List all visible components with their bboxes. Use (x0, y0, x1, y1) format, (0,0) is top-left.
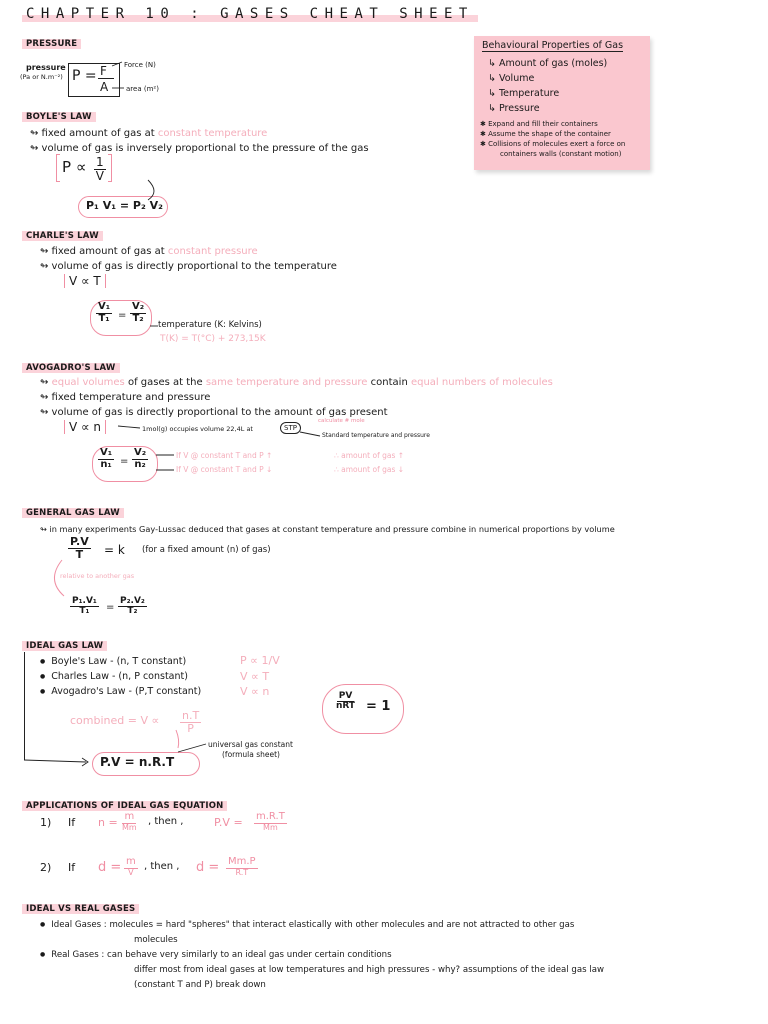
ideal-combined: combined = V ∝ (70, 714, 160, 727)
general-line-1: ↬ in many experiments Gay-Lussac deduced that gases at constant temperature and pressure combine in numerical proportions by volume (40, 524, 615, 534)
charles-temp-note: temperature (K: Kelvins) (158, 320, 262, 330)
charles-fraction-right: $\frac{\text{V₂}}{\text{T₂}}$ (132, 301, 145, 324)
ideal-equation: P.V = n.R.T (100, 755, 175, 769)
ideal-gases-cont: molecules (134, 935, 178, 945)
boyle-heading: BOYLE'S LAW (22, 111, 96, 122)
avogadro-case-2: If V @ constant T and P ↓ (176, 465, 273, 474)
ideal-item-boyle: ● Boyle's Law - (n, T constant) (40, 656, 186, 667)
avogadro-line-1: ↬ equal volumes of gases at the same temperature and pressure contain equal numbers of molecules (40, 377, 553, 388)
note-bullet-cont: containers walls (constant motion) (500, 150, 622, 158)
app2-d-rhs: d = (196, 860, 220, 875)
app2-d-rhs-fraction: $\frac{Mm.P}{R.T}$ (228, 856, 256, 877)
ideal-combined-fraction: $\frac{n.T}{P}$ (182, 709, 200, 735)
ideal-vs-real-heading: IDEAL VS REAL GASES (22, 903, 139, 914)
stp-badge: STP (280, 422, 301, 434)
stp-note: Standard temperature and pressure (322, 432, 430, 439)
ideal-heading: IDEAL GAS LAW (22, 640, 107, 651)
charles-heading: CHARLE'S LAW (22, 230, 103, 241)
app2-number: 2) (40, 861, 52, 874)
app2-then: , then , (144, 861, 180, 872)
charles-equals: = (118, 310, 127, 321)
general-equals: = (106, 602, 115, 613)
pv-nrt-fraction: $\frac{PV}{\text{nRT}}$ (336, 691, 356, 712)
ideal-item-charles: ● Charles Law - (n, P constant) (40, 671, 188, 682)
avogadro-result-1: ∴ amount of gas ↑ (334, 451, 405, 460)
ideal-relation-2: V ∝ T (240, 670, 270, 683)
real-gases-line-3: (constant T and P) break down (134, 980, 266, 990)
charles-fraction-left: $\frac{\text{V₁}}{\text{T₁}}$ (98, 301, 111, 324)
note-heading: Behavioural Properties of Gas (482, 40, 624, 51)
ideal-relation-3: V ∝ n (240, 685, 270, 698)
general-heading: GENERAL GAS LAW (22, 507, 124, 518)
ideal-gases-line: ● Ideal Gases : molecules = hard "spheres" that interact elastically with other molecules and are not attracted to other gas (40, 920, 574, 930)
note-bullet: ✱ Expand and fill their containers (480, 120, 598, 128)
app2-d-fraction: $\frac{m}{V}$ (126, 856, 136, 877)
mole-arrow (118, 426, 140, 428)
avogadro-proportion: V ∝ n (64, 420, 106, 434)
force-label: Force (N) (124, 61, 156, 69)
charles-proportion: V ∝ T (64, 274, 106, 288)
ideal-relation-1: P ∝ 1/V (240, 654, 280, 667)
general-fraction: $\frac{P.V}{T}$ (70, 535, 89, 561)
note-item: ↳ Pressure (488, 103, 540, 114)
real-gases-line-2: differ most from ideal gases at low temperatures and high pressures - why? assumptions of the ideal gas law (134, 965, 604, 975)
general-fraction-left: $\frac{\text{P₁.V₁}}{\text{T₁}}$ (72, 596, 97, 617)
ideal-item-avogadro: ● Avogadro's Law - (P,T constant) (40, 686, 201, 697)
note-bullet: ✱ Assume the shape of the container (480, 130, 611, 138)
boyle-proportion: P ∝ (62, 158, 87, 176)
boyle-arrow (148, 180, 154, 200)
avogadro-fraction-left: $\frac{\text{V₁}}{\text{n₁}}$ (100, 447, 113, 470)
pv-nrt-one: = 1 (366, 699, 391, 714)
pressure-numerator: F (100, 64, 107, 78)
avogadro-case-1: If V @ constant T and P ↑ (176, 451, 273, 460)
page-title: CHAPTER 10 : GASES CHEAT SHEET (22, 6, 478, 22)
general-note: (for a fixed amount (n) of gas) (142, 545, 271, 555)
charles-line-1: ↬ fixed amount of gas at constant pressure (40, 246, 258, 257)
ugc-label: universal gas constant (208, 740, 293, 749)
relative-note: relative to another gas (60, 572, 135, 580)
real-gases-line: ● Real Gases : can behave very similarly to an ideal gas under certain conditions (40, 950, 392, 960)
pressure-p: P = (72, 68, 97, 84)
boyle-line-1: ↬ fixed amount of gas at constant temperature (30, 128, 268, 139)
boyle-equation: P₁ V₁ = P₂ V₂ (86, 199, 163, 212)
area-label: area (m²) (126, 85, 159, 93)
app1-number: 1) (40, 816, 52, 829)
app2-if: If (68, 861, 76, 874)
case-arrows (156, 455, 174, 470)
charles-line-2: ↬ volume of gas is directly proportional to the temperature (40, 261, 337, 272)
ugc-arrow (178, 744, 206, 752)
app1-n-lhs: n = (98, 816, 118, 829)
note-item: ↳ Amount of gas (moles) (488, 58, 608, 69)
force-arrow (112, 62, 122, 66)
note-bullet: ✱ Collisions of molecules exert a force on (480, 140, 626, 148)
avogadro-line-2: ↬ fixed temperature and pressure (40, 392, 211, 403)
general-k: = k (104, 543, 125, 557)
app2-d-lhs: d = (98, 860, 122, 875)
pressure-units: (Pa or N.m⁻²) (20, 73, 63, 81)
boyle-fraction: $\frac{1}{V}$ (95, 155, 104, 183)
app1-if: If (68, 816, 76, 829)
avogadro-line-3: ↬ volume of gas is directly proportional to the amount of gas present (40, 407, 388, 418)
avogadro-equals: = (120, 456, 129, 467)
combined-arrow (176, 730, 179, 748)
app1-then: , then , (148, 816, 184, 827)
avogadro-fraction-right: $\frac{\text{V₂}}{\text{n₂}}$ (134, 447, 147, 470)
relative-arrow (54, 560, 64, 596)
pressure-heading: PRESSURE (22, 38, 81, 49)
calc-note: calculate # mole (318, 418, 365, 424)
avogadro-heading: AVOGADRO'S LAW (22, 362, 120, 373)
pressure-label: pressure (26, 63, 66, 72)
app1-pv-fraction: $\frac{m.R.T}{Mm}$ (256, 811, 285, 832)
general-fraction-right: $\frac{\text{P₂.V₂}}{\text{T₂}}$ (120, 596, 145, 617)
avogadro-result-2: ∴ amount of gas ↓ (334, 465, 405, 474)
ugc-note: (formula sheet) (222, 750, 280, 759)
applications-heading: APPLICATIONS OF IDEAL GAS EQUATION (22, 800, 227, 811)
app1-n-fraction: $\frac{m}{Mm}$ (122, 811, 137, 832)
note-item: ↳ Temperature (488, 88, 560, 99)
mole-volume-note: 1mol(g) occupies volume 22,4L at (142, 425, 253, 433)
app1-pv-lhs: P.V = (214, 816, 243, 829)
boyle-line-2: ↬ volume of gas is inversely proportional to the pressure of the gas (30, 143, 369, 154)
pressure-denominator: A (100, 80, 109, 94)
stp-arrow (300, 432, 320, 436)
kelvin-conversion: T(K) = T(°C) + 273,15K (160, 334, 266, 344)
note-item: ↳ Volume (488, 73, 535, 84)
ideal-arrow (24, 758, 88, 766)
